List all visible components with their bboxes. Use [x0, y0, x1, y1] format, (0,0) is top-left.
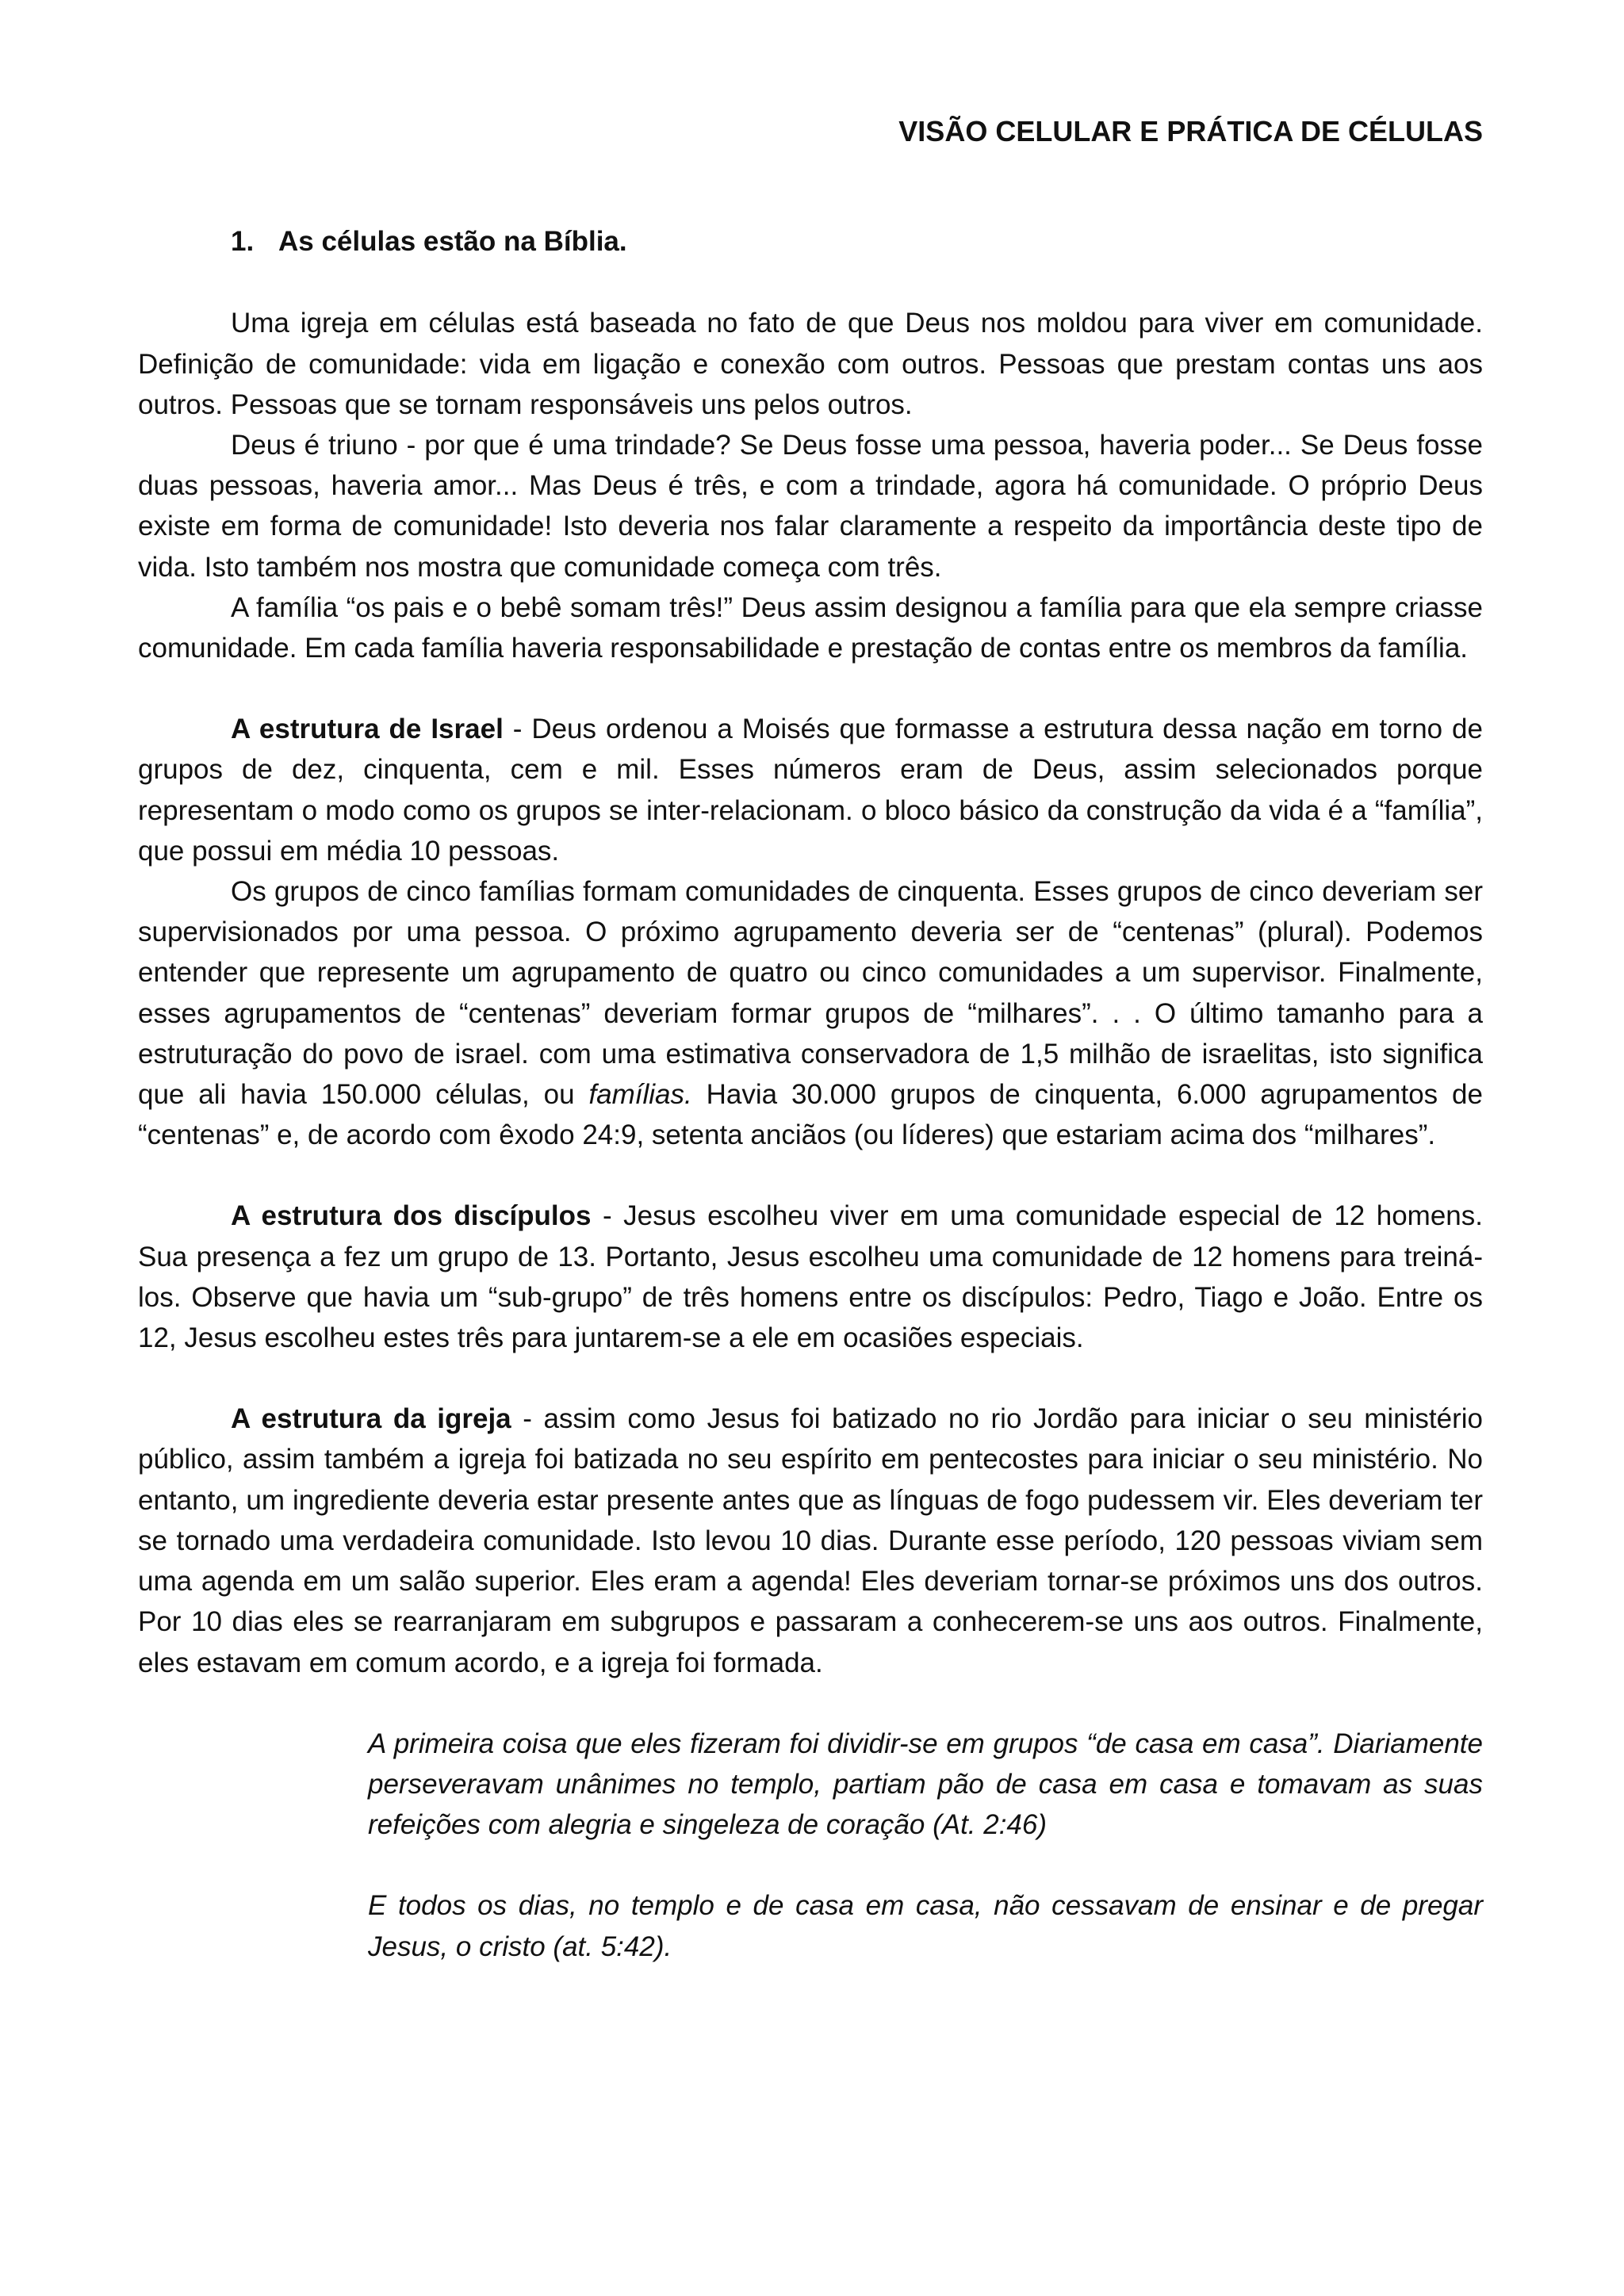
quote-acts-5-42: E todos os dias, no templo e de casa em casa, não cessavam de ensinar e de pregar Jesus, o cristo (at. 5:42). — [368, 1890, 1483, 1962]
document-title: VISÃO CELULAR E PRÁTICA DE CÉLULAS — [898, 115, 1483, 147]
groups-text-a: Os grupos de cinco famílias formam comunidades de cinquenta. Esses grupos de cinco deveriam ser supervisionados por uma pessoa. O próximo agrupamento deveria ser de “centenas” (plural). Podemos entender que represente um agrupamento de quatro ou cinco comunidades a um supervisor. Finalmente, esses agrupamentos de “centenas” deveriam formar grupos de “milhares”. . . O último tamanho para a estruturação do povo de israel. com uma estimativa conservadora de 1,5 milhão de israelitas, isto significa que ali havia 150.000 células, ou — [138, 876, 1483, 1111]
israel-structure-lead: A estrutura de Israel — [231, 714, 504, 745]
document-page — [138, 111, 1483, 1967]
groups-text-b: Havia 30.000 grupos de cinquenta, 6.000 agrupamentos de “centenas” e, de acordo com êxodo 24:9, setenta anciãos (ou líderes) que estariam acima dos “milhares”. — [138, 1079, 1483, 1151]
paragraph-groups — [138, 871, 1483, 1155]
paragraph-community: Uma igreja em células está baseada no fato de que Deus nos moldou para viver em comunidade. Definição de comunidade: vida em ligação e conexão com outros. Pessoas que prestam contas uns aos outros. Pessoas que se tornam responsáveis uns pelos outros. — [138, 308, 1483, 420]
israel-structure-text: - Deus ordenou a Moisés que formasse a estrutura dessa nação em torno de grupos de dez, cinquenta, cem e mil. Esses números eram de Deus, assim selecionados porque representam o modo como os grupos se inter-relacionam. o bloco básico da construção da vida é a “família”, que possui em média 10 pessoas. — [138, 714, 1483, 867]
paragraph-israel-structure — [138, 709, 1483, 871]
disciples-structure-lead: A estrutura dos discípulos — [231, 1200, 592, 1232]
section-heading — [138, 221, 1483, 262]
paragraph-church-structure — [138, 1399, 1483, 1682]
church-structure-lead: A estrutura da igreja — [231, 1403, 511, 1435]
section-number: 1. — [231, 226, 255, 258]
church-structure-text: - assim como Jesus foi batizado no rio Jordão para iniciar o seu ministério público, assim também a igreja foi batizada no seu espírito em pentecostes para iniciar o seu ministério. No entanto, um ingrediente deveria estar presente antes que as línguas de fogo pudessem vir. Eles deveriam ter se tornado uma verdadeira comunidade. Isto levou 10 dias. Durante esse período, 120 pessoas viviam sem uma agenda em um salão superior. Eles eram a agenda! Eles deveriam tornar-se próximos uns dos outros. Por 10 dias eles se rearranjaram em subgrupos e passaram a conhecerem-se uns aos outros. Finalmente, eles estavam em comum acordo, e a igreja foi formada. — [138, 1403, 1483, 1678]
paragraph-family: A família “os pais e o bebê somam três!” Deus assim designou a família para que ela sempre criasse comunidade. Em cada família haveria responsabilidade e prestação de contas entre os membros da família. — [138, 591, 1483, 664]
quote-acts-2-46: A primeira coisa que eles fizeram foi dividir-se em grupos “de casa em casa”. Diariamente perseveravam unânimes no templo, partiam pão de casa em casa e tomavam as suas refeições com alegria e singeleza de coração (At. 2:46) — [368, 1728, 1483, 1841]
section-title: As células estão na Bíblia. — [278, 226, 627, 258]
disciples-structure-text: - Jesus escolheu viver em uma comunidade especial de 12 homens. Sua presença a fez um grupo de 13. Portanto, Jesus escolheu uma comunidade de 12 homens para treiná-los. Observe que havia um “sub-grupo” de três homens entre os discípulos: Pedro, Tiago e João. Entre os 12, Jesus escolheu estes três para juntarem-se a ele em ocasiões especiais. — [138, 1200, 1483, 1354]
paragraph-trinity: Deus é triuno - por que é uma trindade? Se Deus fosse uma pessoa, haveria poder... Se Deus fosse duas pessoas, haveria amor... Mas Deus é três, e com a trindade, agora há comunidade. O próprio Deus existe em forma de comunidade! Isto deveria nos falar claramente a respeito da importância deste tipo de vida. Isto também nos mostra que comunidade começa com três. — [138, 430, 1483, 583]
paragraph-disciples-structure — [138, 1196, 1483, 1358]
groups-text-italic: famílias. — [588, 1079, 692, 1111]
